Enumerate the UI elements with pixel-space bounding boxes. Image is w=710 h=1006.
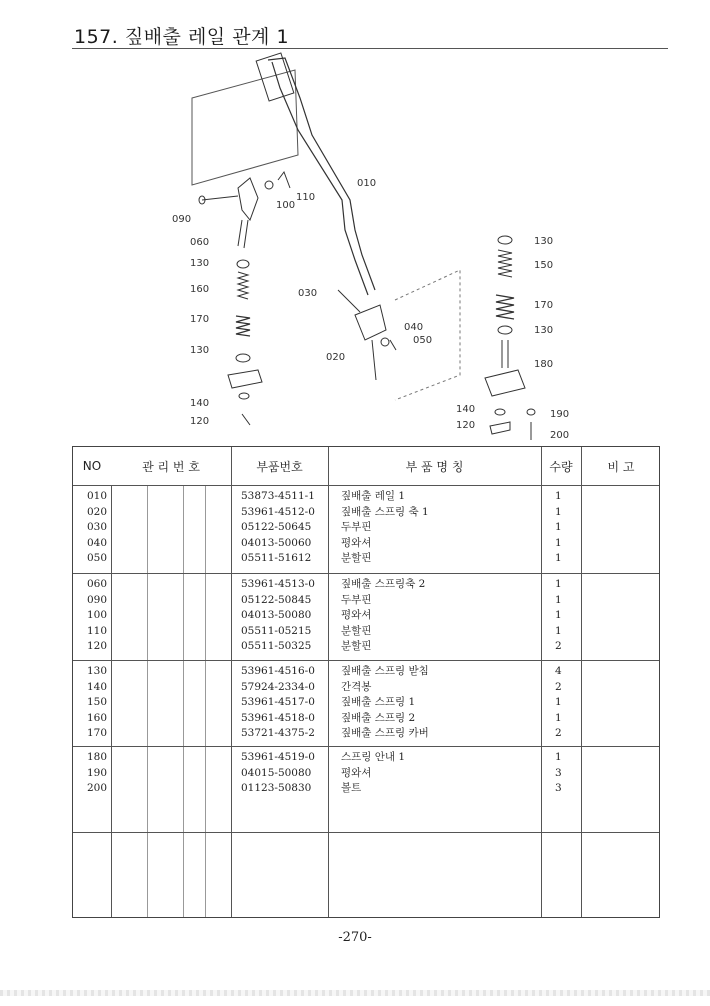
column-divider	[183, 447, 184, 917]
group-divider	[73, 832, 659, 833]
row-quantity: 2	[555, 640, 562, 652]
row-quantity: 1	[555, 751, 562, 763]
spring-170	[236, 316, 250, 336]
callout-label: 130	[534, 325, 554, 336]
callout-label: 150	[534, 260, 554, 271]
column-divider	[541, 447, 542, 917]
header-part-number: 부품번호	[256, 459, 303, 474]
row-quantity: 1	[555, 578, 562, 590]
spring-guide-180	[485, 370, 525, 396]
group-divider	[73, 660, 659, 661]
row-no: 180	[87, 751, 108, 763]
row-quantity: 1	[555, 536, 562, 549]
row-quantity: 1	[555, 593, 562, 606]
row-no: 050	[87, 552, 108, 564]
row-part-name: 평와셔	[341, 609, 372, 621]
row-no: 060	[87, 578, 108, 590]
row-part-number: 53721-4375-2	[241, 727, 315, 739]
scan-edge-texture	[0, 990, 710, 996]
header-part-name: 부 품 명 칭	[405, 459, 464, 474]
callout-label: 160	[190, 284, 210, 295]
row-no: 010	[87, 490, 108, 502]
callout-label: 090	[172, 214, 192, 225]
row-part-name: 두부핀	[341, 521, 372, 533]
callout-label: 170	[190, 314, 210, 325]
callout-label: 130	[534, 236, 554, 247]
row-quantity: 1	[555, 609, 562, 621]
row-no: 030	[87, 521, 108, 533]
left-guide	[228, 370, 262, 388]
row-quantity: 3	[555, 766, 562, 779]
column-divider	[328, 447, 329, 917]
column-divider	[147, 447, 148, 917]
callout-label: 040	[404, 322, 424, 333]
callout-label: 130	[190, 258, 210, 269]
callout-label: 060	[190, 237, 210, 248]
row-part-number: 53961-4516-0	[241, 665, 315, 677]
callout-label: 120	[190, 416, 210, 427]
row-part-name: 짚배출 스프링 2	[341, 711, 416, 724]
header-management-number: 관 리 번 호	[111, 447, 231, 485]
diagram-callouts	[172, 178, 569, 441]
row-no: 130	[87, 665, 108, 677]
spring-150	[498, 250, 512, 277]
spring-160	[238, 272, 248, 299]
row-quantity: 1	[555, 696, 562, 708]
diagram-svg	[150, 50, 610, 445]
row-no: 110	[87, 624, 108, 637]
row-quantity: 1	[555, 552, 562, 564]
header-divider	[73, 485, 659, 486]
callout-label: 050	[413, 335, 433, 346]
callout-label: 190	[550, 409, 570, 420]
row-part-name: 짚배출 스프링 카버	[341, 727, 429, 739]
callout-label: 140	[456, 404, 476, 415]
callout-label: 020	[326, 352, 346, 363]
row-part-number: 05511-05215	[241, 624, 312, 637]
row-part-name: 분할핀	[341, 640, 372, 652]
row-quantity: 2	[555, 680, 562, 693]
row-no: 040	[87, 536, 108, 549]
callout-label: 130	[190, 345, 210, 356]
row-quantity: 1	[555, 624, 562, 637]
callout-label: 120	[456, 420, 476, 431]
header-quantity: 수량	[549, 459, 573, 474]
page-number: -270-	[338, 930, 372, 945]
row-quantity: 4	[555, 665, 562, 677]
rail-head	[256, 53, 294, 101]
row-quantity: 1	[555, 505, 562, 518]
row-no: 020	[87, 505, 108, 518]
exploded-parts-diagram	[150, 50, 610, 445]
row-quantity: 1	[555, 711, 562, 724]
row-quantity: 3	[555, 782, 562, 794]
row-no: 140	[87, 680, 108, 693]
row-part-name: 스프링 안내 1	[341, 751, 406, 763]
row-part-name: 짚배출 레일 1	[341, 490, 406, 502]
rail-upper	[268, 58, 375, 290]
row-no: 100	[87, 609, 108, 621]
rail-plate	[192, 70, 298, 185]
callout-label: 170	[534, 300, 554, 311]
row-part-number: 53961-4518-0	[241, 711, 315, 724]
row-part-number: 04013-50060	[241, 536, 312, 549]
row-part-number: 53961-4519-0	[241, 751, 315, 763]
row-part-name: 볼트	[341, 782, 362, 794]
row-part-number: 53873-4511-1	[241, 490, 315, 502]
row-part-name: 간격봉	[341, 680, 372, 693]
row-part-number: 05122-50645	[241, 521, 312, 533]
callout-label: 110	[296, 192, 316, 203]
row-part-number: 53961-4517-0	[241, 696, 315, 708]
callout-label: 140	[190, 398, 210, 409]
callout-label: 200	[550, 430, 570, 441]
row-no: 090	[87, 593, 108, 606]
callout-label: 180	[534, 359, 554, 370]
row-no: 160	[87, 711, 108, 724]
row-no: 120	[87, 640, 108, 652]
row-part-number: 57924-2334-0	[241, 680, 315, 693]
group-divider	[73, 746, 659, 747]
row-part-name: 분할핀	[341, 552, 372, 564]
row-part-name: 분할핀	[341, 624, 372, 637]
row-part-name: 두부핀	[341, 593, 372, 606]
row-part-name: 짚배출 스프링 받침	[341, 665, 429, 677]
row-part-number: 01123-50830	[241, 782, 312, 794]
row-no: 200	[87, 782, 108, 794]
callout-label: 030	[298, 288, 318, 299]
row-quantity: 2	[555, 727, 562, 739]
row-part-name: 짚배출 스프링축 2	[341, 578, 426, 590]
header-remarks: 비 고	[607, 459, 635, 474]
row-no: 190	[87, 766, 108, 779]
header-no: NO	[82, 459, 102, 473]
row-part-name: 짚배출 스프링 축 1	[341, 505, 429, 518]
callout-label: 010	[357, 178, 377, 189]
row-part-number: 53961-4513-0	[241, 578, 315, 590]
row-quantity: 1	[555, 521, 562, 533]
column-divider	[111, 447, 112, 917]
row-part-number: 05511-51612	[241, 552, 312, 564]
row-no: 150	[87, 696, 108, 708]
row-part-name: 평와셔	[341, 536, 372, 549]
row-part-number: 53961-4512-0	[241, 505, 315, 518]
column-divider	[205, 447, 206, 917]
spring-170-right	[496, 295, 514, 319]
row-part-number: 04015-50080	[241, 766, 312, 779]
row-part-name: 평와셔	[341, 766, 372, 779]
row-part-number: 05122-50845	[241, 593, 312, 606]
group-divider	[73, 573, 659, 574]
column-divider	[231, 447, 232, 917]
row-quantity: 1	[555, 490, 562, 502]
page-title: 157. 짚배출 레일 관계 1	[74, 26, 290, 48]
parts-table	[72, 446, 660, 918]
center-bracket	[355, 305, 386, 340]
row-no: 170	[87, 727, 108, 739]
left-bracket	[238, 178, 258, 220]
row-part-name: 짚배출 스프링 1	[341, 696, 416, 708]
column-divider	[581, 447, 582, 917]
row-part-number: 05511-50325	[241, 640, 312, 652]
title-rule	[72, 48, 668, 49]
callout-label: 100	[276, 200, 296, 211]
row-part-number: 04013-50080	[241, 609, 312, 621]
